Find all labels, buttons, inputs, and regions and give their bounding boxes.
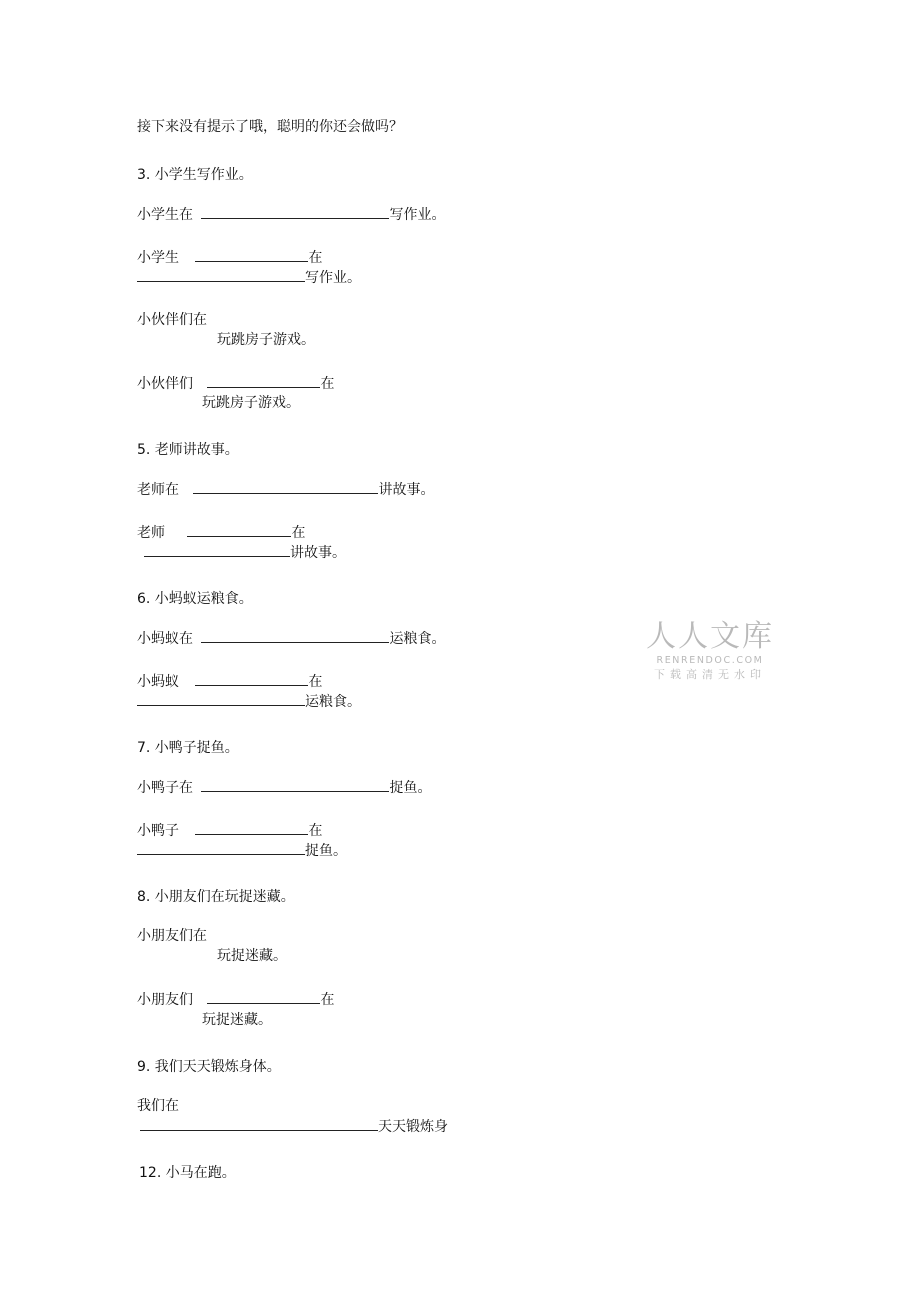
- sentence-start: 老师: [137, 525, 165, 541]
- exercise-4-line-2-cont: 玩跳房子游戏。: [202, 395, 300, 411]
- sentence-mid: 在: [308, 674, 323, 690]
- exercise-3-line-2-cont: [137, 267, 361, 288]
- exercise-6-line-2: [137, 671, 322, 692]
- exercise-4-line-1-cont: 玩跳房子游戏。: [217, 332, 315, 348]
- sentence-mid: 在: [320, 992, 335, 1008]
- answer-blank[interactable]: [207, 373, 320, 388]
- answer-blank[interactable]: [195, 247, 308, 262]
- watermark-logo-text: 人人文库: [646, 619, 774, 654]
- sentence-mid: 在: [320, 376, 335, 392]
- sentence-start: 小学生: [137, 250, 179, 266]
- exercise-7-title: 7. 小鸭子捉鱼。: [137, 740, 239, 756]
- answer-blank[interactable]: [144, 542, 290, 557]
- sentence-start: 小学生在: [137, 207, 193, 223]
- exercise-8-title: 8. 小朋友们在玩捉迷藏。: [137, 889, 295, 905]
- exercise-8-line-1-cont: 玩捉迷藏。: [217, 948, 287, 964]
- answer-blank[interactable]: [193, 479, 378, 494]
- exercise-7-line-2-cont: [137, 840, 347, 861]
- sentence-end: 捉鱼。: [305, 843, 347, 859]
- answer-blank[interactable]: [195, 820, 308, 835]
- sentence-end: 运粮食。: [305, 694, 361, 710]
- watermark-url: RENRENDOC.COM: [656, 655, 764, 666]
- exercise-9-title: 9. 我们天天锻炼身体。: [137, 1059, 281, 1075]
- exercise-12-title: 12. 小马在跑。: [139, 1165, 236, 1181]
- exercise-5-line-2: [137, 522, 305, 543]
- answer-blank[interactable]: [187, 522, 291, 537]
- sentence-end: 讲故事。: [378, 482, 435, 498]
- exercise-7-line-2: [137, 820, 322, 841]
- sentence-start: 小鸭子在: [137, 780, 193, 796]
- answer-blank[interactable]: [137, 267, 305, 282]
- exercise-6-line-1: [137, 628, 445, 649]
- sentence-mid: 在: [308, 823, 323, 839]
- exercise-5-line-2-cont: [144, 542, 346, 563]
- sentence-end: 写作业。: [305, 270, 361, 286]
- sentence-end: 捉鱼。: [389, 780, 432, 796]
- sentence-start: 小蚂蚁: [137, 674, 179, 690]
- exercise-6-title: 6. 小蚂蚁运粮食。: [137, 591, 253, 607]
- exercise-8-line-2: [137, 989, 334, 1010]
- sentence-start: 小朋友们: [137, 992, 193, 1008]
- sentence-mid: 在: [291, 525, 306, 541]
- answer-blank[interactable]: [140, 1116, 378, 1131]
- exercise-9-line-1-cont: [140, 1116, 448, 1137]
- sentence-start: 小鸭子: [137, 823, 179, 839]
- sentence-end: 天天锻炼身: [378, 1119, 448, 1135]
- watermark: [645, 620, 775, 682]
- sentence-end: 运粮食。: [389, 631, 446, 647]
- sentence-mid: 在: [308, 250, 323, 266]
- exercise-5-line-1: [137, 479, 434, 500]
- exercise-3-line-2: [137, 247, 322, 268]
- answer-blank[interactable]: [137, 840, 305, 855]
- sentence-end: 写作业。: [389, 207, 446, 223]
- answer-blank[interactable]: [201, 777, 389, 792]
- answer-blank[interactable]: [195, 671, 308, 686]
- exercise-3-line-1: [137, 204, 445, 225]
- intro-text: 接下来没有提示了哦，聪明的你还会做吗？: [137, 119, 403, 135]
- sentence-start: 老师在: [137, 482, 179, 498]
- watermark-tagline: 下载高清无水印: [654, 668, 766, 681]
- answer-blank[interactable]: [137, 691, 305, 706]
- sentence-start: 小伙伴们: [137, 376, 193, 392]
- answer-blank[interactable]: [207, 989, 320, 1004]
- exercise-5-title: 5. 老师讲故事。: [137, 442, 239, 458]
- sentence-end: 讲故事。: [290, 545, 346, 561]
- exercise-3-title: 3. 小学生写作业。: [137, 167, 253, 183]
- exercise-7-line-1: [137, 777, 431, 798]
- exercise-8-line-2-cont: 玩捉迷藏。: [202, 1012, 272, 1028]
- exercise-6-line-2-cont: [137, 691, 361, 712]
- exercise-4-line-1: 小伙伴们在: [137, 312, 207, 328]
- exercise-4-line-2: [137, 373, 334, 394]
- exercise-9-line-1: 我们在: [137, 1098, 179, 1114]
- answer-blank[interactable]: [201, 204, 389, 219]
- answer-blank[interactable]: [201, 628, 389, 643]
- sentence-start: 小蚂蚁在: [137, 631, 193, 647]
- exercise-8-line-1: 小朋友们在: [137, 928, 207, 944]
